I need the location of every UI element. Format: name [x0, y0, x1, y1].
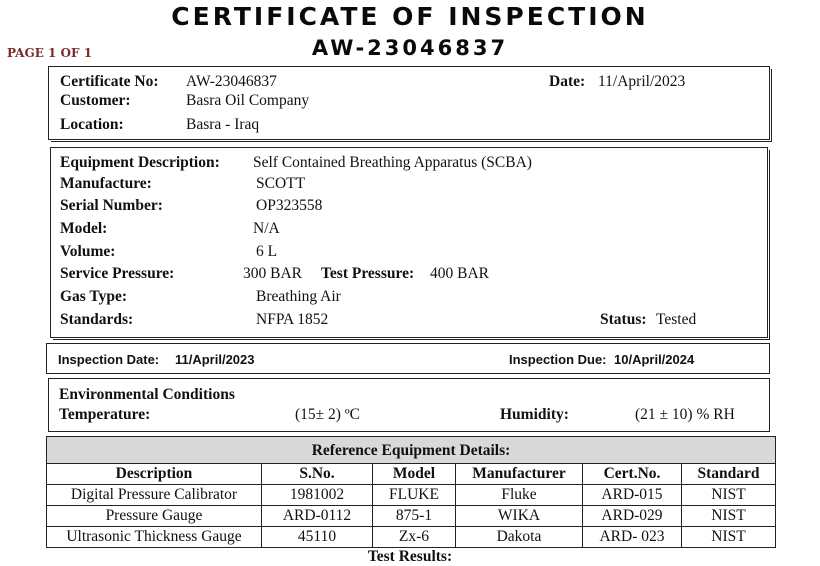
environment-title: Environmental Conditions [59, 386, 235, 403]
inspection-due-value: 10/April/2024 [614, 352, 695, 367]
certificate-no-label: Certificate No: [60, 73, 159, 90]
manufacture-value: SCOTT [256, 175, 306, 192]
location-label: Location: [60, 116, 124, 133]
service-pressure-value: 300 BAR [243, 265, 302, 282]
certificate-title: CERTIFICATE OF INSPECTION [171, 2, 649, 31]
test-pressure-value: 400 BAR [430, 265, 489, 282]
column-header: Cert.No. [583, 464, 682, 485]
table-row [47, 527, 776, 548]
inspection-dates-box [46, 343, 770, 374]
inspection-due-label: Inspection Due: [509, 352, 607, 367]
service-pressure-label: Service Pressure: [60, 265, 175, 282]
equipment-description-label: Equipment Description: [60, 154, 220, 171]
table-cell: Zx-6 [373, 527, 456, 548]
standards-label: Standards: [60, 311, 134, 328]
volume-value: 6 L [256, 243, 278, 260]
serial-number-label: Serial Number: [60, 197, 163, 214]
table-cell: 1981002 [262, 485, 373, 506]
status-label: Status: [600, 311, 647, 328]
table-cell: NIST [682, 485, 776, 506]
table-cell: Digital Pressure Calibrator [47, 485, 262, 506]
inspection-date-value: 11/April/2023 [175, 352, 255, 367]
table-cell: ARD-0112 [262, 506, 373, 527]
certificate-code-heading: AW-23046837 [311, 36, 509, 60]
table-row [47, 506, 776, 527]
model-value: N/A [253, 220, 280, 237]
environment-box [48, 378, 770, 432]
table-cell: ARD-029 [583, 506, 682, 527]
table-cell: Ultrasonic Thickness Gauge [47, 527, 262, 548]
humidity-value: (21 ± 10) % RH [635, 406, 735, 423]
column-header: S.No. [262, 464, 373, 485]
certificate-no-value: AW-23046837 [186, 73, 277, 90]
table-cell: Dakota [456, 527, 583, 548]
table-cell: NIST [682, 527, 776, 548]
reference-equipment-table [46, 463, 776, 548]
table-cell: Pressure Gauge [47, 506, 262, 527]
table-cell: 45110 [262, 527, 373, 548]
temperature-label: Temperature: [59, 406, 151, 423]
column-header: Manufacturer [456, 464, 583, 485]
location-value: Basra - Iraq [186, 116, 260, 133]
table-header-row [47, 464, 776, 485]
table-cell: FLUKE [373, 485, 456, 506]
manufacture-label: Manufacture: [60, 175, 152, 192]
customer-value: Basra Oil Company [186, 92, 310, 109]
test-pressure-label: Test Pressure: [321, 265, 415, 282]
test-results-heading: Test Results: [367, 548, 453, 565]
standards-value: NFPA 1852 [256, 311, 329, 328]
table-row [47, 485, 776, 506]
table-cell: ARD- 023 [583, 527, 682, 548]
temperature-value: (15± 2) ºC [295, 406, 360, 423]
date-label: Date: [549, 73, 586, 90]
column-header: Standard [682, 464, 776, 485]
table-cell: NIST [682, 506, 776, 527]
serial-number-value: OP323558 [256, 197, 323, 214]
table-cell: WIKA [456, 506, 583, 527]
customer-label: Customer: [60, 92, 131, 109]
table-cell: Fluke [456, 485, 583, 506]
page-number: PAGE 1 OF 1 [7, 46, 93, 60]
humidity-label: Humidity: [500, 406, 569, 423]
gas-type-value: Breathing Air [256, 288, 341, 305]
table-cell: ARD-015 [583, 485, 682, 506]
status-value: Tested [656, 311, 697, 328]
certificate-info-box [48, 66, 770, 140]
date-value: 11/April/2023 [598, 73, 686, 90]
column-header: Description [47, 464, 262, 485]
gas-type-label: Gas Type: [60, 288, 128, 305]
equipment-description-value: Self Contained Breathing Apparatus (SCBA) [253, 154, 532, 171]
inspection-date-label: Inspection Date: [58, 352, 160, 367]
equipment-box [50, 147, 768, 338]
table-cell: 875-1 [373, 506, 456, 527]
column-header: Model [373, 464, 456, 485]
model-label: Model: [60, 220, 108, 237]
reference-equipment-title: Reference Equipment Details: [46, 436, 776, 464]
volume-label: Volume: [60, 243, 116, 260]
